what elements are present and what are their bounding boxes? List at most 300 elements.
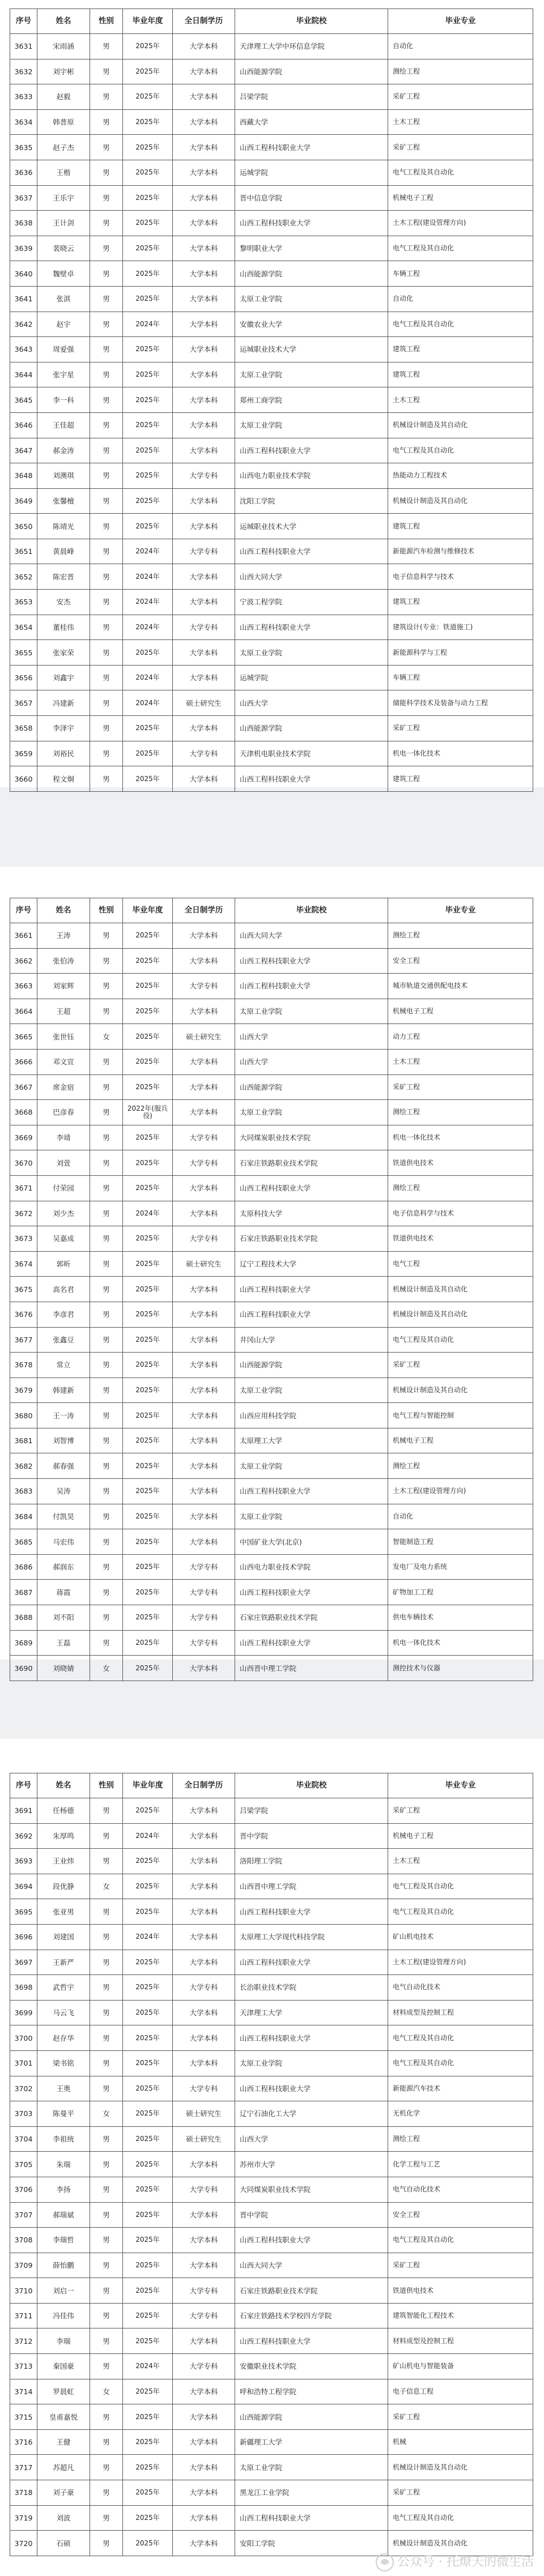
table-cell: 男 <box>90 1605 123 1631</box>
table-cell: 大学本科 <box>173 1798 235 1824</box>
table-cell: 大学本科 <box>173 1074 235 1100</box>
table-cell: 韩建新 <box>37 1377 90 1403</box>
table-cell: 电气工程及其自动化 <box>388 438 533 463</box>
table-cell: 化学工程与工艺 <box>388 2152 533 2177</box>
table-cell: 刘澳琪 <box>37 463 90 489</box>
table-cell: 测控技术与仪器 <box>388 1656 533 1681</box>
table-cell: 土木工程 <box>388 109 533 135</box>
table-cell: 3655 <box>10 640 37 666</box>
table-cell: 动力工程 <box>388 1024 533 1050</box>
table-cell: 3647 <box>10 438 37 463</box>
table-cell: 3650 <box>10 514 37 539</box>
table-cell: 李扬 <box>37 2177 90 2202</box>
table-cell: 大学本科 <box>173 1403 235 1428</box>
table-cell: 刘子豪 <box>37 2480 90 2506</box>
table-cell: 大学本科 <box>173 2404 235 2430</box>
table-cell: 男 <box>90 1950 123 1975</box>
table-cell: 3709 <box>10 2253 37 2278</box>
table-cell: 刘不阳 <box>37 1605 90 1631</box>
table-header-row <box>10 898 533 923</box>
table-cell: 男 <box>90 1630 123 1656</box>
table-row <box>10 923 533 949</box>
table-cell: 张亚男 <box>37 1899 90 1925</box>
table-cell: 段优静 <box>37 1874 90 1899</box>
table-row <box>10 438 533 463</box>
table-cell: 电气工程及其自动化 <box>388 1899 533 1925</box>
table-row <box>10 34 533 59</box>
table-cell: 大学专科 <box>173 539 235 564</box>
column-header: 毕业年度 <box>123 9 173 34</box>
table-cell: 刘建国 <box>37 1924 90 1950</box>
table-cell: 采矿工程 <box>388 2404 533 2430</box>
table-row <box>10 1656 533 1681</box>
table-cell: 赵宇 <box>37 312 90 337</box>
table-cell: 3687 <box>10 1580 37 1605</box>
table-cell: 男 <box>90 1453 123 1479</box>
column-header: 毕业院校 <box>235 1773 388 1798</box>
table-cell: 2025年 <box>123 160 173 185</box>
table-cell: 3674 <box>10 1251 37 1277</box>
table-row <box>10 2379 533 2404</box>
table-cell: 大学专科 <box>173 1125 235 1150</box>
table-cell: 2025年 <box>123 2278 173 2304</box>
table-cell: 3635 <box>10 135 37 160</box>
table-cell: 刘少杰 <box>37 1201 90 1226</box>
table-cell: 3640 <box>10 261 37 287</box>
table-cell: 2025年 <box>123 2202 173 2228</box>
table-cell: 无机化学 <box>388 2101 533 2127</box>
table-cell: 2025年 <box>123 1580 173 1605</box>
table-row <box>10 1453 533 1479</box>
table-cell: 2025年 <box>123 1251 173 1277</box>
table-cell: 3671 <box>10 1175 37 1201</box>
table-cell: 太原工业学院 <box>235 640 388 666</box>
table-cell: 新能源汽车检测与维修技术 <box>388 539 533 564</box>
table-cell: 采矿工程 <box>388 1798 533 1824</box>
roster-table <box>10 1773 533 2556</box>
table-cell: 山西工程科技职业大学 <box>235 1277 388 1302</box>
table-cell: 采矿工程 <box>388 1074 533 1100</box>
table-cell: 男 <box>90 2455 123 2480</box>
table-cell: 男 <box>90 34 123 59</box>
table-cell: 男 <box>90 2429 123 2455</box>
table-cell: 山西工程科技职业大学 <box>235 1580 388 1605</box>
table-cell: 2024年 <box>123 1823 173 1849</box>
table-cell: 大学专科 <box>173 2278 235 2304</box>
table-cell: 机电一体化技术 <box>388 741 533 766</box>
table-cell: 3637 <box>10 185 37 211</box>
table-cell: 男 <box>90 1529 123 1555</box>
table-cell: 采矿工程 <box>388 1353 533 1378</box>
table-cell: 王涛 <box>37 923 90 949</box>
table-cell: 3651 <box>10 539 37 564</box>
table-cell: 建筑智能化工程技术 <box>388 2303 533 2328</box>
table-cell: 天津机电职业技术学院 <box>235 741 388 766</box>
table-cell: 自动化 <box>388 1504 533 1529</box>
table-cell: 李一科 <box>37 387 90 413</box>
table-cell: 大学本科 <box>173 1479 235 1504</box>
table-cell: 男 <box>90 1479 123 1504</box>
table-cell: 大学本科 <box>173 488 235 514</box>
table-cell: 大学本科 <box>173 59 235 84</box>
table-cell: 男 <box>90 1823 123 1849</box>
table-cell: 建筑设计(专业：铁道施工) <box>388 615 533 640</box>
table-cell: 铁道供电技术 <box>388 1226 533 1252</box>
table-cell: 呼和浩特工程学院 <box>235 2379 388 2404</box>
table-cell: 3634 <box>10 109 37 135</box>
table-cell: 男 <box>90 2303 123 2328</box>
column-header: 性别 <box>90 9 123 34</box>
table-cell: 2025年 <box>123 2328 173 2354</box>
table-cell: 男 <box>90 615 123 640</box>
table-cell: 大学本科 <box>173 665 235 690</box>
table-cell: 刘裕民 <box>37 741 90 766</box>
table-cell: 3712 <box>10 2328 37 2354</box>
table-cell: 李瑞哲 <box>37 2228 90 2253</box>
table-cell: 大学本科 <box>173 1950 235 1975</box>
table-cell: 3653 <box>10 590 37 615</box>
table-cell: 电气自动化技术 <box>388 2177 533 2202</box>
table-cell: 山西工程科技职业大学 <box>235 539 388 564</box>
table-cell: 天津理工大学 <box>235 2000 388 2025</box>
table-cell: 山西工程科技职业大学 <box>235 1899 388 1925</box>
table-cell: 李祖统 <box>37 2126 90 2152</box>
table-row <box>10 2228 533 2253</box>
table-cell: 大学本科 <box>173 1924 235 1950</box>
table-cell: 3681 <box>10 1428 37 1453</box>
table-cell: 发电厂及电力系统 <box>388 1554 533 1580</box>
table-cell: 男 <box>90 185 123 211</box>
table-cell: 女 <box>90 2101 123 2127</box>
table-row <box>10 1377 533 1403</box>
table-cell: 山西工程科技职业大学 <box>235 1175 388 1201</box>
table-cell: 土木工程 <box>388 387 533 413</box>
table-cell: 黄晨峰 <box>37 539 90 564</box>
table-cell: 洛阳理工学院 <box>235 1849 388 1874</box>
table-cell: 电子信息科学与技术 <box>388 564 533 590</box>
table-cell: 运城职业技术大学 <box>235 514 388 539</box>
table-cell: 刘宇彬 <box>37 59 90 84</box>
table-cell: 土木工程(建设管理方向) <box>388 1950 533 1975</box>
table-cell: 席金宿 <box>37 1074 90 1100</box>
table-cell: 赵子杰 <box>37 135 90 160</box>
table-cell: 男 <box>90 2050 123 2076</box>
table-cell: 2022年(服兵役) <box>123 1100 173 1125</box>
table-cell: 3676 <box>10 1302 37 1327</box>
table-cell: 2025年 <box>123 1630 173 1656</box>
table-cell: 矿山机电与智能装备 <box>388 2354 533 2379</box>
table-cell: 运城职业技术大学 <box>235 337 388 362</box>
table-cell: 男 <box>90 1277 123 1302</box>
table-row <box>10 1605 533 1631</box>
table-cell: 3705 <box>10 2152 37 2177</box>
table-cell: 2025年 <box>123 2379 173 2404</box>
table-cell: 女 <box>90 1024 123 1050</box>
table-cell: 薛怡鹏 <box>37 2253 90 2278</box>
table-cell: 2025年 <box>123 1226 173 1252</box>
table-cell: 2025年 <box>123 34 173 59</box>
table-cell: 男 <box>90 1798 123 1824</box>
table-cell: 机械电子工程 <box>388 1823 533 1849</box>
table-row <box>10 1798 533 1824</box>
table-row <box>10 1049 533 1074</box>
table-cell: 机电一体化技术 <box>388 1125 533 1150</box>
table-cell: 晋中信息学院 <box>235 185 388 211</box>
table-cell: 太原工业学院 <box>235 1100 388 1125</box>
column-header: 毕业专业 <box>388 1773 533 1798</box>
table-cell: 王新严 <box>37 1950 90 1975</box>
table-cell: 男 <box>90 1504 123 1529</box>
table-cell: 大学本科 <box>173 1428 235 1453</box>
table-cell: 山西大同大学 <box>235 923 388 949</box>
table-cell: 男 <box>90 438 123 463</box>
table-cell: 3682 <box>10 1453 37 1479</box>
table-cell: 3658 <box>10 716 37 741</box>
table-cell: 3678 <box>10 1353 37 1378</box>
table-row <box>10 261 533 287</box>
table-cell: 电气工程及其自动化 <box>388 312 533 337</box>
table-cell: 刘家辉 <box>37 974 90 999</box>
table-cell: 测绘工程 <box>388 59 533 84</box>
table-cell: 大学本科 <box>173 261 235 287</box>
table-cell: 大学本科 <box>173 2328 235 2354</box>
table-cell: 男 <box>90 1226 123 1252</box>
table-cell: 2025年 <box>123 1024 173 1050</box>
column-header: 毕业院校 <box>235 898 388 923</box>
table-cell: 硕士研究生 <box>173 2126 235 2152</box>
table-cell: 大学本科 <box>173 286 235 312</box>
table-cell: 男 <box>90 1428 123 1453</box>
table-row <box>10 564 533 590</box>
table-cell: 2025年 <box>123 923 173 949</box>
table-cell: 郝金涛 <box>37 438 90 463</box>
table-cell: 硕士研究生 <box>173 690 235 716</box>
table-cell: 男 <box>90 2278 123 2304</box>
table-cell: 大学本科 <box>173 211 235 236</box>
table-cell: 石家庄铁路技术学校四方学院 <box>235 2303 388 2328</box>
table-cell: 吴嘉成 <box>37 1226 90 1252</box>
column-header: 毕业年度 <box>123 1773 173 1798</box>
table-cell: 邓文宣 <box>37 1049 90 1074</box>
table-row <box>10 2050 533 2076</box>
table-cell: 太原科技大学 <box>235 1201 388 1226</box>
table-row <box>10 514 533 539</box>
table-cell: 3666 <box>10 1049 37 1074</box>
table-cell: 任杨德 <box>37 1798 90 1824</box>
table-cell: 2025年 <box>123 1849 173 1874</box>
table-cell: 2025年 <box>123 84 173 110</box>
table-row <box>10 387 533 413</box>
table-cell: 采矿工程 <box>388 135 533 160</box>
table-cell: 2025年 <box>123 2152 173 2177</box>
table-cell: 2025年 <box>123 2531 173 2556</box>
table-cell: 3717 <box>10 2455 37 2480</box>
table-cell: 女 <box>90 1656 123 1681</box>
table-cell: 3700 <box>10 2025 37 2051</box>
table-cell: 董桂伟 <box>37 615 90 640</box>
column-header: 全日制学历 <box>173 898 235 923</box>
table-cell: 朱厚鸣 <box>37 1823 90 1849</box>
table-row <box>10 590 533 615</box>
table-cell: 西藏大学 <box>235 109 388 135</box>
table-cell: 山西能源学院 <box>235 261 388 287</box>
table-cell: 2024年 <box>123 1201 173 1226</box>
table-cell: 男 <box>90 716 123 741</box>
table-cell: 电子信息工程 <box>388 2379 533 2404</box>
table-cell: 男 <box>90 1150 123 1176</box>
table-cell: 3652 <box>10 564 37 590</box>
table-cell: 3665 <box>10 1024 37 1050</box>
table-cell: 机械设计制造及其自动化 <box>388 1302 533 1327</box>
table-cell: 裴晓云 <box>37 236 90 261</box>
table-cell: 大学专科 <box>173 2303 235 2328</box>
table-cell: 3675 <box>10 1277 37 1302</box>
table-cell: 石家庄铁路职业技术学院 <box>235 1226 388 1252</box>
table-row <box>10 1125 533 1150</box>
table-cell: 2025年 <box>123 109 173 135</box>
table-cell: 2025年 <box>123 766 173 792</box>
table-cell: 王业炜 <box>37 1849 90 1874</box>
table-row <box>10 665 533 690</box>
table-row <box>10 2354 533 2379</box>
table-row <box>10 1899 533 1925</box>
table-row <box>10 1302 533 1327</box>
table-cell: 男 <box>90 2202 123 2228</box>
table-cell: 储能科学技术及装备与动力工程 <box>388 690 533 716</box>
table-cell: 男 <box>90 2076 123 2101</box>
table-cell: 大学本科 <box>173 564 235 590</box>
table-cell: 采矿工程 <box>388 2253 533 2278</box>
table-cell: 女 <box>90 1874 123 1899</box>
table-cell: 3718 <box>10 2480 37 2506</box>
table-cell: 测绘工程 <box>388 1175 533 1201</box>
table-row <box>10 463 533 489</box>
table-cell: 3719 <box>10 2505 37 2531</box>
table-row <box>10 1975 533 2001</box>
table-cell: 3677 <box>10 1327 37 1353</box>
table-cell: 2025年 <box>123 135 173 160</box>
column-header: 姓名 <box>37 898 90 923</box>
table-cell: 2025年 <box>123 1950 173 1975</box>
table-row <box>10 2000 533 2025</box>
table-cell: 大学本科 <box>173 1656 235 1681</box>
table-cell: 2025年 <box>123 2228 173 2253</box>
table-cell: 大学本科 <box>173 2505 235 2531</box>
table-cell: 石家庄铁路职业技术学院 <box>235 2278 388 2304</box>
table-cell: 3703 <box>10 2101 37 2127</box>
table-cell: 男 <box>90 974 123 999</box>
table-cell: 2025年 <box>123 741 173 766</box>
table-cell: 山西能源学院 <box>235 59 388 84</box>
table-cell: 男 <box>90 387 123 413</box>
table-cell: 电气工程及其自动化 <box>388 2228 533 2253</box>
table-cell: 硕士研究生 <box>173 1251 235 1277</box>
table-cell: 男 <box>90 312 123 337</box>
table-cell: 中国矿业大学(北京) <box>235 1529 388 1555</box>
roster-table <box>10 898 533 1681</box>
table-cell: 男 <box>90 59 123 84</box>
table-cell: 3692 <box>10 1823 37 1849</box>
table-cell: 李泽宇 <box>37 716 90 741</box>
table-cell: 吕梁学院 <box>235 1798 388 1824</box>
table-row <box>10 1175 533 1201</box>
table-cell: 大学专科 <box>173 1605 235 1631</box>
table-cell: 2025年 <box>123 236 173 261</box>
table-row <box>10 1353 533 1378</box>
table-row <box>10 362 533 387</box>
table-row <box>10 615 533 640</box>
table-cell: 大学本科 <box>173 1100 235 1125</box>
table-cell: 2025年 <box>123 640 173 666</box>
table-row <box>10 2076 533 2101</box>
table-cell: 3667 <box>10 1074 37 1100</box>
table-cell: 男 <box>90 514 123 539</box>
table-cell: 2025年 <box>123 1874 173 1899</box>
table-cell: 建筑工程 <box>388 590 533 615</box>
table-cell: 程文炯 <box>37 766 90 792</box>
table-cell: 陈靖光 <box>37 514 90 539</box>
table-cell: 电气工程与智能控制 <box>388 1403 533 1428</box>
table-cell: 太原工业学院 <box>235 1377 388 1403</box>
table-cell: 男 <box>90 2253 123 2278</box>
table-cell: 2024年 <box>123 2354 173 2379</box>
table-cell: 大学本科 <box>173 2228 235 2253</box>
table-cell: 3710 <box>10 2278 37 2304</box>
table-cell: 宋雨涵 <box>37 34 90 59</box>
table-cell: 晋中学院 <box>235 2202 388 2228</box>
table-cell: 2025年 <box>123 1353 173 1378</box>
table-cell: 2024年 <box>123 1924 173 1950</box>
table-cell: 3683 <box>10 1479 37 1504</box>
table-cell: 男 <box>90 488 123 514</box>
table-cell: 大学本科 <box>173 1899 235 1925</box>
table-cell: 男 <box>90 1899 123 1925</box>
table-cell: 2025年 <box>123 1403 173 1428</box>
table-cell: 魏壁卓 <box>37 261 90 287</box>
table-cell: 辽宁石油化工大学 <box>235 2101 388 2127</box>
table-cell: 太原工业学院 <box>235 362 388 387</box>
table-cell: 男 <box>90 84 123 110</box>
table-cell: 郭昕 <box>37 1251 90 1277</box>
table-cell: 2025年 <box>123 1529 173 1555</box>
table-cell: 大学本科 <box>173 312 235 337</box>
table-cell: 刘智博 <box>37 1428 90 1453</box>
table-cell: 山西工程科技职业大学 <box>235 1302 388 1327</box>
table-row <box>10 1150 533 1176</box>
table-cell: 新能源汽车技术 <box>388 2076 533 2101</box>
table-cell: 太原理工大学现代科技学院 <box>235 1924 388 1950</box>
table-cell: 太原工业学院 <box>235 286 388 312</box>
table-cell: 男 <box>90 1251 123 1277</box>
table-row <box>10 2429 533 2455</box>
table-row <box>10 2303 533 2328</box>
watermark-text: 公众号 · 托燎天的微生活 <box>397 2555 534 2569</box>
table-cell: 机械设计制造及其自动化 <box>388 488 533 514</box>
table-cell: 男 <box>90 1074 123 1100</box>
table-cell: 王奥 <box>37 2076 90 2101</box>
table-cell: 机械设计制造及其自动化 <box>388 412 533 438</box>
table-cell: 大学专科 <box>173 463 235 489</box>
table-cell: 李瑞 <box>37 2328 90 2354</box>
table-cell: 3662 <box>10 948 37 974</box>
table-cell: 山西工程科技职业大学 <box>235 211 388 236</box>
table-cell: 机械设计制造及其自动化 <box>388 1277 533 1302</box>
table-cell: 安徽职业技术学院 <box>235 2354 388 2379</box>
table-cell: 铁道供电技术 <box>388 1150 533 1176</box>
table-cell: 电气工程及其自动化 <box>388 160 533 185</box>
table-cell: 男 <box>90 211 123 236</box>
table-cell: 2025年 <box>123 1150 173 1176</box>
